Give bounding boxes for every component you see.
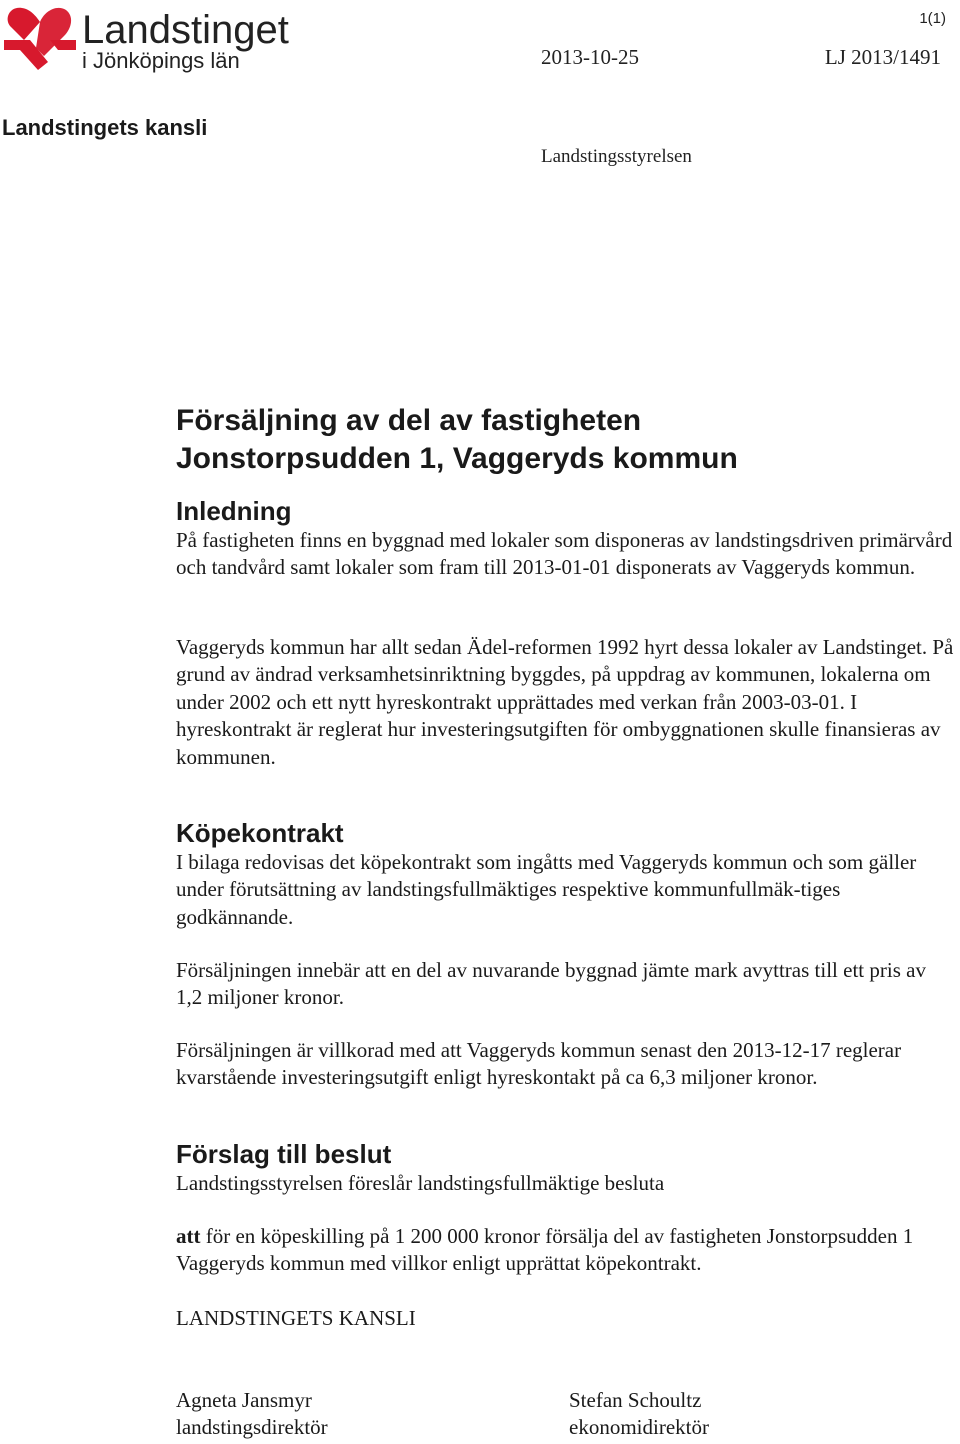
document-title xyxy=(176,402,738,478)
contract-paragraph-2: Försäljningen innebär att en del av nuvarande byggnad jämte mark avyttras till ett pris av 1,2 miljoner kronor. xyxy=(176,958,926,1010)
contract-paragraph-3: Försäljningen är villkorad med att Vaggeryds kommun senast den 2013-12-17 reglerar kvarstående investeringsutgift enligt hyreskontakt på ca 6,3 miljoner kronor. xyxy=(176,1038,902,1090)
document-title-line1: Försäljning av del av fastigheten xyxy=(176,404,642,437)
sender: LANDSTINGETS KANSLI xyxy=(176,1306,416,1330)
signatory-name: Agneta Jansmyr xyxy=(176,1388,312,1412)
signatory-role: landstingsdirektör xyxy=(176,1415,328,1439)
intro-paragraph-2: Vaggeryds kommun har allt sedan Ädel-reformen 1992 hyrt dessa lokaler av Landstinget. På grund av ändrad verksamhetsinriktning byggdes, på uppdrag av kommunen, lokalerna om under 2002 och ett nytt hyreskontrakt upprättades med verkan från 2003-03-01. I hyreskontrakt är reglerat hur investeringsutgiften för ombyggnationen skulle finansieras av kommunen. xyxy=(176,635,954,769)
landstinget-logo-icon xyxy=(0,0,78,72)
intro-paragraph-1: På fastigheten finns en byggnad med lokaler som disponeras av landstingsdriven primärvård och tandvård samt lokaler som fram till 2013-01-01 disponerats av Vaggeryds kommun. xyxy=(176,528,953,580)
decision-keyword: att xyxy=(176,1224,201,1248)
signatory-name: Stefan Schoultz xyxy=(569,1388,702,1412)
decision-text: för en köpeskilling på 1 200 000 kronor försälja del av fastigheten Jonstorpsudden 1 Vaggeryds kommun med villkor enligt upprättat köpekontrakt. xyxy=(176,1224,914,1276)
recipient: Landstingsstyrelsen xyxy=(541,146,692,167)
decision-paragraph xyxy=(176,1223,956,1278)
proposal-paragraph: Landstingsstyrelsen föreslår landstingsfullmäktige besluta xyxy=(176,1171,665,1195)
signature-block-1 xyxy=(176,1387,328,1441)
page-number: 1(1) xyxy=(919,10,946,27)
contract-paragraph-1: I bilaga redovisas det köpekontrakt som ingåtts med Vaggeryds kommun och som gäller under förutsättning av landstingsfullmäktiges respektive kommunfullmäk-tiges godkännande. xyxy=(176,850,917,929)
org-region: i Jönköpings län xyxy=(82,48,240,73)
document-date: 2013-10-25 xyxy=(541,45,639,69)
heading-contract: Köpekontrakt xyxy=(176,818,344,848)
heading-proposal: Förslag till beslut xyxy=(176,1139,392,1169)
office-name: Landstingets kansli xyxy=(2,115,208,140)
document-title-line2: Jonstorpsudden 1, Vaggeryds kommun xyxy=(176,442,738,475)
org-name: Landstinget xyxy=(82,8,289,52)
heading-intro: Inledning xyxy=(176,496,292,526)
signature-block-2 xyxy=(569,1387,709,1441)
signatory-role: ekonomidirektör xyxy=(569,1415,709,1439)
document-reference: LJ 2013/1491 xyxy=(824,45,941,69)
